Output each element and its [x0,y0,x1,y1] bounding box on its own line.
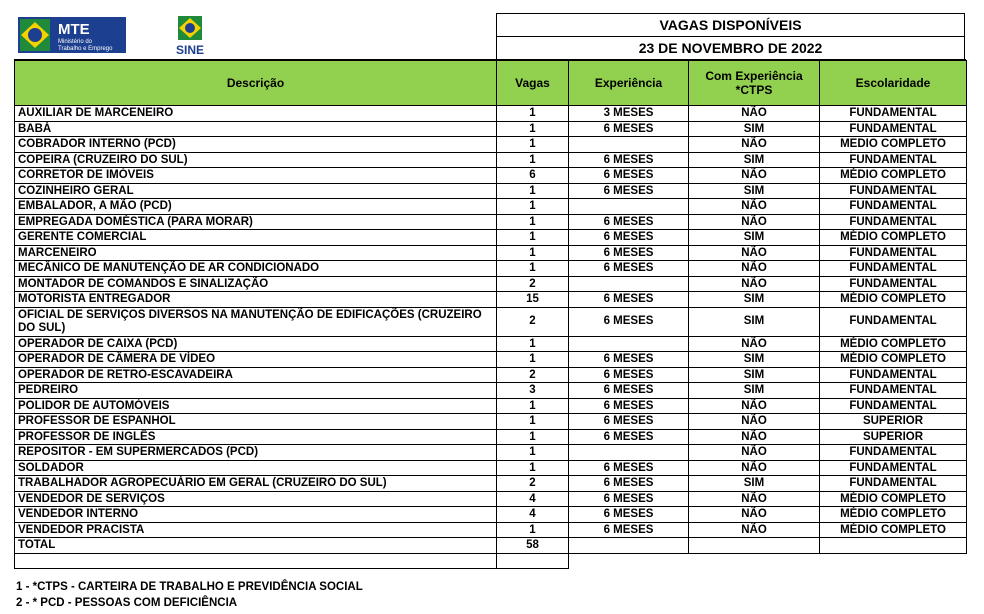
cell-vagas: 6 [497,168,569,184]
cell-experiencia: 6 MESES [569,491,689,507]
cell-vagas: 4 [497,507,569,523]
cell-vagas: 1 [497,121,569,137]
cell-descricao: OFICIAL DE SERVIÇOS DIVERSOS NA MANUTENÇÃO DE EDIFICAÇÕES (CRUZEIRO DO SUL) [15,307,497,336]
cell-vagas: 1 [497,214,569,230]
cell-vagas: 1 [497,336,569,352]
cell-descricao: MONTADOR DE COMANDOS E SINALIZAÇÃO [15,276,497,292]
cell-descricao: PROFESSOR DE INGLÊS [15,429,497,445]
cell-escolaridade: SUPERIOR [820,414,967,430]
column-header-vagas: Vagas [497,61,569,106]
cell-experiencia: 6 MESES [569,230,689,246]
cell-ctps: SIM [689,230,820,246]
cell-experiencia: 6 MESES [569,507,689,523]
jobs-table [14,60,967,569]
cell-ctps: NÃO [689,398,820,414]
table-row [15,276,967,292]
cell-escolaridade: MÉDIO COMPLETO [820,491,967,507]
total-empty-cell [689,538,820,554]
cell-ctps: NÃO [689,245,820,261]
cell-descricao: SOLDADOR [15,460,497,476]
table-row [15,183,967,199]
cell-descricao: VENDEDOR INTERNO [15,507,497,523]
cell-escolaridade: FUNDAMENTAL [820,214,967,230]
cell-ctps: SIM [689,292,820,308]
column-header-ctps: Com Experiência *CTPS [689,61,820,106]
cell-vagas: 1 [497,152,569,168]
cell-vagas: 1 [497,261,569,277]
cell-vagas: 15 [497,292,569,308]
cell-escolaridade: MÉDIO COMPLETO [820,507,967,523]
table-row [15,398,967,414]
blank-row [15,553,967,569]
footnote-ctps: 1 - *CTPS - CARTEIRA DE TRABALHO E PREVIDÊNCIA SOCIAL [16,581,363,593]
cell-experiencia: 6 MESES [569,292,689,308]
table-row [15,245,967,261]
cell-descricao: POLIDOR DE AUTOMÓVEIS [15,398,497,414]
job-listing-sheet [14,13,966,611]
column-header-escolaridade: Escolaridade [820,61,967,106]
table-row [15,152,967,168]
cell-experiencia: 6 MESES [569,429,689,445]
cell-descricao: AUXILIAR DE MARCENEIRO [15,106,497,122]
table-row [15,522,967,538]
cell-escolaridade: MEDIO COMPLETO [820,137,967,153]
blank-cell [15,553,497,569]
cell-ctps: SIM [689,183,820,199]
cell-ctps: NÃO [689,261,820,277]
table-row [15,214,967,230]
table-row [15,429,967,445]
total-vagas: 58 [497,538,569,554]
cell-descricao: PROFESSOR DE ESPANHOL [15,414,497,430]
cell-ctps: SIM [689,476,820,492]
cell-ctps: NÃO [689,336,820,352]
cell-experiencia: 6 MESES [569,522,689,538]
cell-experiencia: 6 MESES [569,245,689,261]
cell-vagas: 1 [497,245,569,261]
cell-descricao: VENDEDOR DE SERVIÇOS [15,491,497,507]
cell-vagas: 1 [497,106,569,122]
cell-vagas: 1 [497,230,569,246]
cell-escolaridade: FUNDAMENTAL [820,476,967,492]
mte-logo [18,17,126,53]
cell-escolaridade: FUNDAMENTAL [820,183,967,199]
cell-ctps: NÃO [689,276,820,292]
cell-ctps: NÃO [689,491,820,507]
cell-ctps: NÃO [689,429,820,445]
cell-escolaridade: MÉDIO COMPLETO [820,292,967,308]
cell-vagas: 3 [497,383,569,399]
cell-escolaridade: SUPERIOR [820,429,967,445]
cell-descricao: OPERADOR DE RETRO-ESCAVADEIRA [15,367,497,383]
title-box [496,13,965,59]
cell-ctps: NÃO [689,522,820,538]
cell-experiencia [569,276,689,292]
cell-descricao: COPEIRA (CRUZEIRO DO SUL) [15,152,497,168]
cell-vagas: 4 [497,491,569,507]
table-row [15,507,967,523]
table-row [15,168,967,184]
table-row [15,292,967,308]
svg-text:MTE: MTE [58,21,90,38]
cell-descricao: COZINHEIRO GERAL [15,183,497,199]
total-empty-cell [569,538,689,554]
cell-vagas: 1 [497,352,569,368]
table-row [15,460,967,476]
table-row [15,445,967,461]
cell-escolaridade: FUNDAMENTAL [820,367,967,383]
cell-ctps: SIM [689,352,820,368]
cell-ctps: NÃO [689,199,820,215]
column-header-descricao: Descrição [15,61,497,106]
cell-experiencia: 6 MESES [569,183,689,199]
svg-text:Ministério do: Ministério do [58,39,93,45]
cell-experiencia: 6 MESES [569,352,689,368]
footnote-pcd: 2 - * PCD - PESSOAS COM DEFICIÊNCIA [16,597,238,609]
table-row [15,230,967,246]
cell-escolaridade: FUNDAMENTAL [820,152,967,168]
cell-escolaridade: MÉDIO COMPLETO [820,230,967,246]
cell-ctps: NÃO [689,445,820,461]
cell-vagas: 1 [497,445,569,461]
cell-descricao: TRABALHADOR AGROPECUÁRIO EM GERAL (CRUZEIRO DO SUL) [15,476,497,492]
cell-experiencia: 6 MESES [569,398,689,414]
table-row [15,476,967,492]
cell-vagas: 1 [497,183,569,199]
cell-experiencia: 6 MESES [569,460,689,476]
total-row [15,538,967,554]
cell-descricao: MARCENEIRO [15,245,497,261]
total-label: TOTAL [15,538,497,554]
svg-text:Trabalho e Emprego: Trabalho e Emprego [58,46,113,52]
cell-escolaridade: FUNDAMENTAL [820,307,967,336]
cell-ctps: SIM [689,152,820,168]
cell-descricao: MECÂNICO DE MANUTENÇÃO DE AR CONDICIONADO [15,261,497,277]
cell-vagas: 1 [497,199,569,215]
cell-experiencia: 6 MESES [569,383,689,399]
cell-vagas: 1 [497,398,569,414]
header-band [14,13,966,60]
cell-descricao: EMBALADOR, A MÃO (PCD) [15,199,497,215]
cell-escolaridade: FUNDAMENTAL [820,460,967,476]
cell-ctps: SIM [689,383,820,399]
table-row [15,121,967,137]
footnotes [16,579,966,611]
cell-descricao: COBRADOR INTERNO (PCD) [15,137,497,153]
cell-experiencia: 6 MESES [569,214,689,230]
cell-escolaridade: FUNDAMENTAL [820,398,967,414]
blank-cell [689,553,820,569]
cell-descricao: EMPREGADA DOMÉSTICA (PARA MORAR) [15,214,497,230]
table-header-row [15,61,967,106]
table-row [15,199,967,215]
cell-experiencia: 6 MESES [569,367,689,383]
table-row [15,367,967,383]
cell-vagas: 1 [497,429,569,445]
table-row [15,352,967,368]
cell-descricao: REPOSITOR - EM SUPERMERCADOS (PCD) [15,445,497,461]
cell-vagas: 2 [497,276,569,292]
cell-ctps: SIM [689,367,820,383]
cell-experiencia: 6 MESES [569,121,689,137]
cell-descricao: OPERADOR DE CAIXA (PCD) [15,336,497,352]
cell-experiencia: 6 MESES [569,476,689,492]
cell-experiencia: 3 MESES [569,106,689,122]
table-row [15,336,967,352]
cell-experiencia: 6 MESES [569,168,689,184]
cell-escolaridade: FUNDAMENTAL [820,121,967,137]
cell-ctps: NÃO [689,137,820,153]
cell-vagas: 1 [497,137,569,153]
svg-text:SINE: SINE [175,43,205,57]
table-body [15,106,967,569]
blank-cell [497,553,569,569]
cell-experiencia [569,445,689,461]
cell-escolaridade: FUNDAMENTAL [820,199,967,215]
table-row [15,307,967,336]
cell-ctps: NÃO [689,460,820,476]
cell-ctps: NÃO [689,106,820,122]
cell-ctps: NÃO [689,168,820,184]
cell-escolaridade: FUNDAMENTAL [820,383,967,399]
cell-vagas: 2 [497,367,569,383]
table-row [15,383,967,399]
cell-ctps: NÃO [689,507,820,523]
cell-vagas: 2 [497,476,569,492]
page-title: VAGAS DISPONÍVEIS [497,14,964,37]
cell-vagas: 2 [497,307,569,336]
cell-escolaridade: FUNDAMENTAL [820,445,967,461]
total-empty-cell [820,538,967,554]
cell-experiencia: 6 MESES [569,261,689,277]
cell-escolaridade: FUNDAMENTAL [820,276,967,292]
cell-vagas: 1 [497,522,569,538]
cell-descricao: BABÁ [15,121,497,137]
cell-escolaridade: MÉDIO COMPLETO [820,522,967,538]
cell-ctps: NÃO [689,214,820,230]
page-date: 23 DE NOVEMBRO DE 2022 [638,40,823,56]
cell-escolaridade: FUNDAMENTAL [820,245,967,261]
cell-descricao: OPERADOR DE CÂMERA DE VÍDEO [15,352,497,368]
table-row [15,491,967,507]
blank-cell [820,553,967,569]
cell-experiencia [569,336,689,352]
cell-experiencia: 6 MESES [569,414,689,430]
cell-ctps: SIM [689,307,820,336]
table-row [15,137,967,153]
cell-ctps: NÃO [689,414,820,430]
logo-area [14,13,496,59]
table-row [15,261,967,277]
cell-descricao: CORRETOR DE IMÓVEIS [15,168,497,184]
sine-logo [168,15,212,57]
table-row [15,414,967,430]
cell-descricao: VENDEDOR PRACISTA [15,522,497,538]
column-header-experiencia: Experiência [569,61,689,106]
table-row [15,106,967,122]
cell-ctps: SIM [689,121,820,137]
cell-descricao: GERENTE COMERCIAL [15,230,497,246]
cell-experiencia: 6 MESES [569,307,689,336]
cell-escolaridade: MÉDIO COMPLETO [820,352,967,368]
cell-experiencia [569,199,689,215]
cell-vagas: 1 [497,460,569,476]
cell-descricao: PEDREIRO [15,383,497,399]
cell-vagas: 1 [497,414,569,430]
cell-escolaridade: FUNDAMENTAL [820,106,967,122]
cell-descricao: MOTORISTA ENTREGADOR [15,292,497,308]
blank-cell [569,553,689,569]
cell-escolaridade: MÉDIO COMPLETO [820,168,967,184]
cell-escolaridade: FUNDAMENTAL [820,261,967,277]
cell-experiencia: 6 MESES [569,152,689,168]
cell-escolaridade: MÉDIO COMPLETO [820,336,967,352]
cell-experiencia [569,137,689,153]
